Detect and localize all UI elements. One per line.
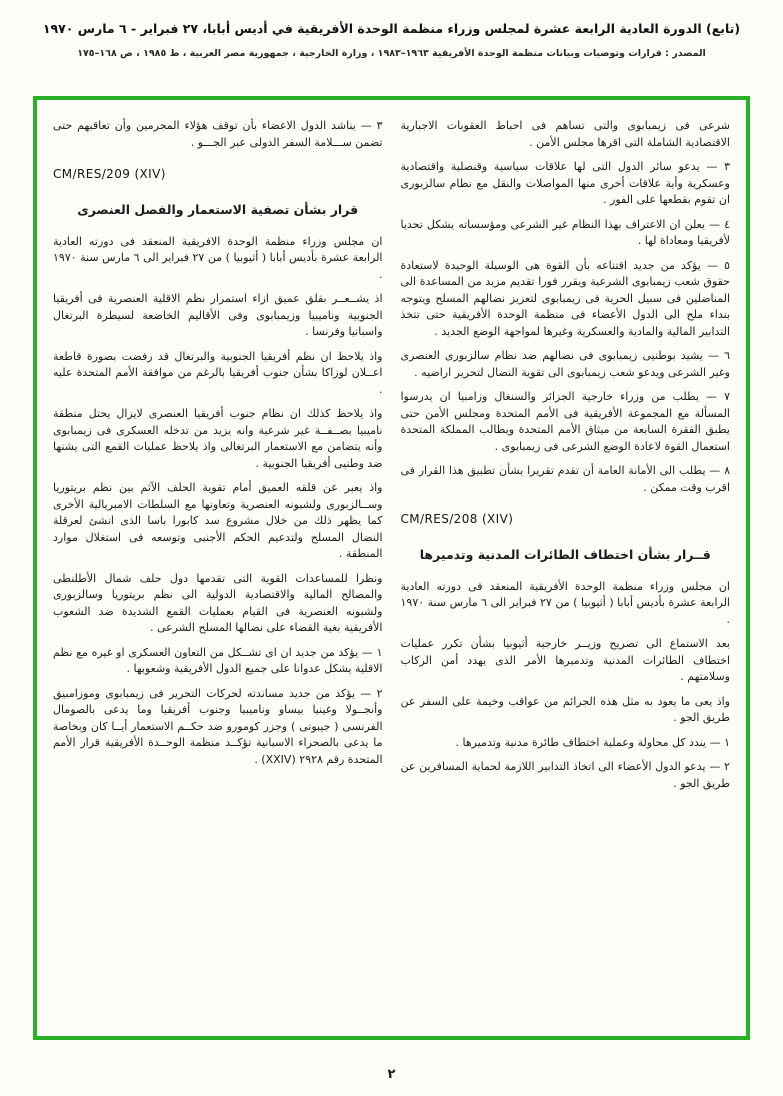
page-header [0,0,783,61]
paragraph: واذ يلاحظ كذلك ان نظام جنوب أفريقيا العنصرى لايزال يحتل منطقة ناميبيا بصــفــة غير شرعية وانه يزيد من تدخله العسكرى فى زيمبابوى وأنه يتضامن مع الاستعمار البرتغالى واذ يلاحظ عمليات القمع التى يشنها ضد وطنيى أفريقيا الجنوبية . [53,407,383,470]
paragraph: ٣ — يناشد الدول الاعضاء بأن توقف هؤلاء المجرمين وأن تعاقبهم حتى تضمن ســـلامة السفر الدولى عبر الجـــو . [53,119,383,149]
paragraph: ٨ — يطلب الى الأمانة العامة أن تقدم تقريرا بشأن تطبيق هذا القرار فى اقرب وقت ممكن . [400,464,730,494]
paragraph: ان مجلس وزراء منظمة الوحدة الافريقية المنعقد فى دورته العادية الرابعة عشرة بأديس أبابا ( أثيوبيا ) من ٢٧ فبراير الى ٦ مارس سنة ١٩٧٠ . [53,234,383,281]
right-column [401,118,731,1022]
left-column [53,118,383,1022]
page-number: ٢ [387,1067,396,1082]
resolution-heading: قرار بشأن تصفية الاستعمار والفصل العنصرى [77,202,359,217]
paragraph: ٣ — يدعو سائر الدول التى لها علاقات سياسية وقنصلية واقتصادية وعسكرية وأية علاقات أخرى منها المواصلات والنقل مع نظام سالزبورى ان تقوم بقطعها على الفور . [400,160,730,206]
paragraph: ٢ — يدعو الدول الأعضاء الى اتخاذ التدابير اللازمة لحماية المسافرين عن طريق الجو . [400,760,730,790]
paragraph: ان مجلس وزراء منظمة الوحدة الأفريقية المنعقد فى دورته العادية الرابعة عشرة بأديس أبابا ( أثيوبيا ) من ٢٧ فبراير الى ٦ مارس سنة ١٩٧٠ . [400,579,730,626]
paragraph: ٢ — يؤكد من جديد مساندته لحركات التحرير فى زيمبابوى وموزامبيق وأنجــولا وغينيا بيساو وناميبيا وجنوب أفريقيا وما يدعى بالصومال الفرنسى ( جيبوتى ) وجزر كومورو ضد حكــم الاستعمار أيــا كان وبخاصة ما يدعى بالصحراء الاسبانية تؤكــد منظمة الوحــدة الأفريقية قرار الأمم المتحدة رقم ٢٩٢٨ (XXIV) . [53,686,383,766]
document-source-line: المصدر : قرارات وتوصيات وبيانات منظمة الوحدة الأفريقية ١٩٦٣–١٩٨٣ ، وزارة الخارجية ، جمهورية مصر العربية ، ط ١٩٨٥ ، ص ١٦٨–١٧٥ [77,47,706,59]
paragraph: اذ يشــعــر بقلق عميق ازاء استمرار نظم الاقلية العنصرية فى أفريقيا الجنوبية وناميبيا وزيمبابوى وفى الأقاليم الخاضعة لسيطرة البرتغال واسبانيا وفرنسا . [53,292,383,339]
paragraph: شرعى فى زيمبابوى والتى تساهم فى احباط العقوبات الاجبارية الاقتصادية الشاملة التى اقرها مجلس الأمن . [400,119,730,149]
paragraph: ٤ — يعلن ان الاعتراف بهذا النظام غير الشرعى ومؤسساته يشكل تحديا لأفريقيا ومعاداة لها . [400,217,730,247]
paragraph: واذ يعى ما يعود به مثل هذه الجرائم من عواقب وخيمة على السفر عن طريق الجو . [400,694,730,725]
paragraph: ٦ — يشيد بوطنيى زيمبابوى فى نضالهم ضد نظام سالزبورى العنصرى وغير الشرعى ويدعو شعب زيمبابوى الى تقوية النضال لتحرير اراضيه . [400,349,730,379]
resolution-reference-code: CM/RES/208 (XIV) [400,512,514,526]
paragraph: ٥ — يؤكد من جديد اقتناعه بأن القوة هى الوسيلة الوحيدة لاستعادة حقوق شعب زيمبابوى الشرعية ويقرر فورا تقديم مزيد من المساعدة الى المناضلين فى سبيل الحرية فى زيمبابوى لتعزيز نضالهم المسلح ويتوجه بنداء ملح الى الدول الأعضاء فى منظمة الوحدة الأفريقية حتى تتخذ التدابير المالية والمادية والعسكرية وغيرها لمواجهة الوضع الجديد . [400,258,730,338]
paragraph: واذ يلاحظ ان نظم أفريقيا الجنوبية والبرتغال قد رفضت بصورة قاطعة اعــلان لوزاكا بشأن جنوب أفريقيا بالرغم من موافقة الأمم المتحدة عليه . [53,349,383,396]
resolution-reference-code: CM/RES/209 (XIV) [53,167,166,181]
paragraph: ١ — يندد كل محاولة وعملية اختطاف طائرة مدنية وتدميرها . [455,735,730,749]
resolution-heading: قــرار بشأن اختطاف الطائرات المدنية وتدميرها [419,547,711,562]
paragraph: ونظرا للمساعدات القوية التى تقدمها دول حلف شمال الأطلنطى والمصالح المالية والاقتصادية الدولية الى نظم بريتوريا وسالزبورى ولشبونه العنصرية فى القيام بعمليات القمع الشديدة ضد الشعوب الأفريقية بغية القضاء على نضالها المسلح الشرعى . [53,571,383,635]
paragraph: واذ يعبر عن قلقه العميق أمام تقوية الحلف الآثم بين نظم بريتوريا وســالزبورى ولشبونه العنصرية وتعاونها مع السلطات الامبريالية الأخرى كما يظهر ذلك من خلال مشروع سد كابورا باسا الذى انشئ لعرقلة النضال المسلح ولتدعيم الحكم الأجنبى وتوسعه فى استغلال موارد المنطقة . [53,481,383,561]
paragraph: ١ — يؤكد من جديد ان اى تشــكل من التعاون العسكرى او غيره مع نظم الاقلية يشكل عدوانا على جميع الدول الأفريقية وشعوبها . [53,645,383,676]
paragraph: بعد الاستماع الى تصريح وزيــر خارجية أثيوبيا بشأن تكرر عمليات اختطاف الطائرات المدنية وتدميرها الأمر الذى يهدد أمن الركاب وسلامتهم . [400,637,730,684]
document-header-title: (تابع) الدورة العادية الرابعة عشرة لمجلس وزراء منظمة الوحدة الأفريقية في أديس أبابا، ٢٧ فبراير - ٦ مارس ١٩٧٠ [42,21,741,36]
paragraph: ٧ — يطلب من وزراء خارجية الجزائر والسنغال وزامبيا ان يدرسوا المسألة مع المجموعة الأفريقية فى الأمم المتحدة ومجلس الأمن حتى يطبق الفقرة السابعة من ميثاق الأمم المتحدة ويطالب المملكة المتحدة استعمال القوة لاعادة الوضع الشرعى فى زيمبابوى . [400,390,730,453]
content-border-frame [33,96,750,1040]
